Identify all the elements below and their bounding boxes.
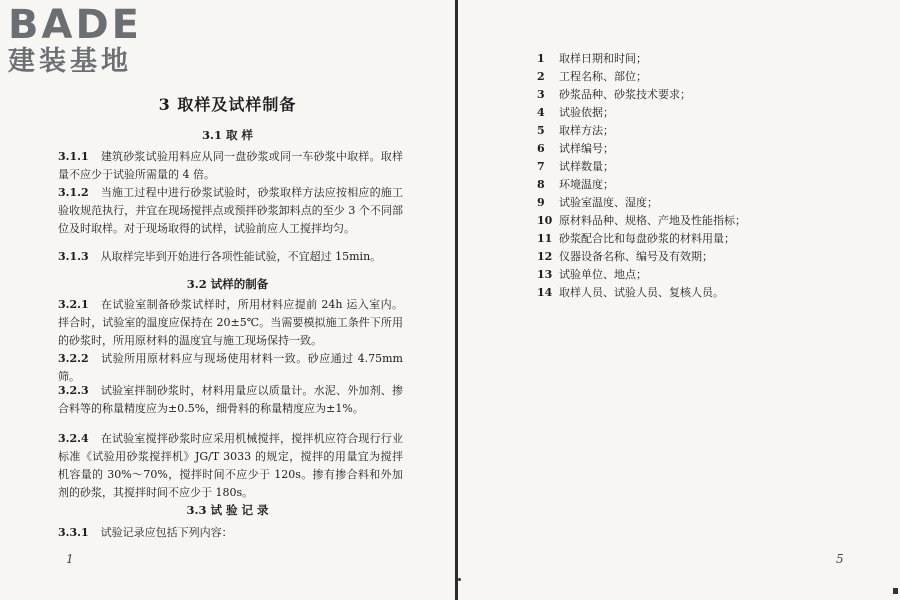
list-item <box>537 212 867 230</box>
item-number: 9 <box>537 196 545 209</box>
item-number: 2 <box>537 70 545 83</box>
item-text: 环境温度； <box>559 178 614 191</box>
list-item <box>537 158 867 176</box>
item-text: 砂浆配合比和每盘砂浆的材料用量； <box>559 232 735 245</box>
item-number: 14 <box>537 286 553 299</box>
item-number: 4 <box>537 106 545 119</box>
list-item <box>537 230 867 248</box>
list-item <box>537 122 867 140</box>
list-item <box>537 194 867 212</box>
list-item <box>537 284 867 302</box>
item-text: 试样数量； <box>559 160 614 173</box>
clause-3-1-2 <box>58 184 403 238</box>
item-number: 10 <box>537 214 553 227</box>
scan-artifact <box>458 578 461 581</box>
clause-3-2-2 <box>58 350 403 386</box>
clause-number: 3.2.3 <box>58 384 89 397</box>
item-text: 试样编号； <box>559 142 614 155</box>
item-text: 试验室温度、湿度； <box>559 196 658 209</box>
item-text: 原材料品种、规格、产地及性能指标； <box>559 214 746 227</box>
item-number: 13 <box>537 268 553 281</box>
list-item <box>537 248 867 266</box>
list-item <box>537 176 867 194</box>
page-number-left: 1 <box>66 552 74 566</box>
list-item <box>537 68 867 86</box>
list-item <box>537 86 867 104</box>
list-item <box>537 50 867 68</box>
scan-artifact <box>893 588 898 594</box>
item-number: 3 <box>537 88 545 101</box>
clause-3-1-3 <box>58 248 403 266</box>
section-title-3-3: 3.3 试 验 记 录 <box>186 503 269 517</box>
brand-logo <box>8 4 178 78</box>
item-number: 12 <box>537 250 553 263</box>
clause-text: 当施工过程中进行砂浆试验时，砂浆取样方法应按相应的施工验收规范执行，并宜在现场搅拌点或预拌砂浆卸料点的至少 3 个不同部位及时取样。对于现场取得的试样，试验前应人工搅拌均匀。 <box>58 186 403 235</box>
list-item <box>537 266 867 284</box>
clause-text: 试验室拌制砂浆时，材料用量应以质量计。水泥、外加剂、掺合料等的称量精度应为±0.5%，细骨料的称量精度应为±1%。 <box>58 384 403 415</box>
clause-text: 在试验室搅拌砂浆时应采用机械搅拌，搅拌机应符合现行行业标准《试验用砂浆搅拌机》JG/T 3033 的规定，搅拌的用量宜为搅拌机容量的 30%～70%，搅拌时间不应少于 120s。掺有掺合料和外加剂的砂浆，其搅拌时间不应少于 180s。 <box>58 432 403 499</box>
clause-3-3-1 <box>58 524 403 542</box>
list-item <box>537 140 867 158</box>
logo-main-text: BADE <box>8 2 142 48</box>
record-items-list <box>537 50 867 302</box>
item-text: 取样方法； <box>559 124 614 137</box>
section-title-3-1: 3.1 取 样 <box>201 128 253 142</box>
item-text: 仪器设备名称、编号及有效期； <box>559 250 713 263</box>
item-number: 7 <box>537 160 545 173</box>
item-number: 1 <box>537 52 545 65</box>
section-title-3-2: 3.2 试样的制备 <box>186 277 269 291</box>
item-text: 取样人员、试验人员、复核人员。 <box>559 286 724 299</box>
clause-text: 试验所用原材料应与现场使用材料一致。砂应通过 4.75mm 筛。 <box>58 352 403 383</box>
clause-text: 从取样完毕到开始进行各项性能试验，不宜超过 15min。 <box>100 250 382 263</box>
item-text: 工程名称、部位； <box>559 70 647 83</box>
item-number: 5 <box>537 124 545 137</box>
page-number-right: 5 <box>836 552 844 566</box>
list-item <box>537 104 867 122</box>
clause-3-1-1 <box>58 148 403 184</box>
item-number: 6 <box>537 142 545 155</box>
clause-text: 在试验室制备砂浆试样时，所用材料应提前 24h 运入室内。拌合时，试验室的温度应保持在 20±5℃。当需要模拟施工条件下所用的砂浆时，所用原材料的温度宜与施工现场保持一致。 <box>58 298 403 347</box>
item-number: 8 <box>537 178 545 191</box>
item-text: 取样日期和时间； <box>559 52 647 65</box>
clause-3-2-3 <box>58 382 403 418</box>
clause-number: 3.2.4 <box>58 432 89 445</box>
clause-number: 3.3.1 <box>58 526 89 539</box>
clause-number: 3.1.2 <box>58 186 89 199</box>
item-number: 11 <box>537 232 553 245</box>
clause-text: 试验记录应包括下列内容： <box>100 526 233 539</box>
item-text: 试验单位、地点； <box>559 268 647 281</box>
item-text: 试验依据； <box>559 106 614 119</box>
clause-3-2-1 <box>58 296 403 350</box>
clause-text: 建筑砂浆试验用料应从同一盘砂浆或同一车砂浆中取样。取样量不应少于试验所需量的 4 倍。 <box>58 150 403 181</box>
logo-sub-text: 建装基地 <box>8 46 132 77</box>
clause-number: 3.2.1 <box>58 298 89 311</box>
clause-number: 3.2.2 <box>58 352 89 365</box>
clause-number: 3.1.3 <box>58 250 89 263</box>
chapter-title: 3 取样及试样制备 <box>158 95 297 114</box>
item-text: 砂浆品种、砂浆技术要求； <box>559 88 691 101</box>
clause-3-2-4 <box>58 430 403 502</box>
clause-number: 3.1.1 <box>58 150 89 163</box>
